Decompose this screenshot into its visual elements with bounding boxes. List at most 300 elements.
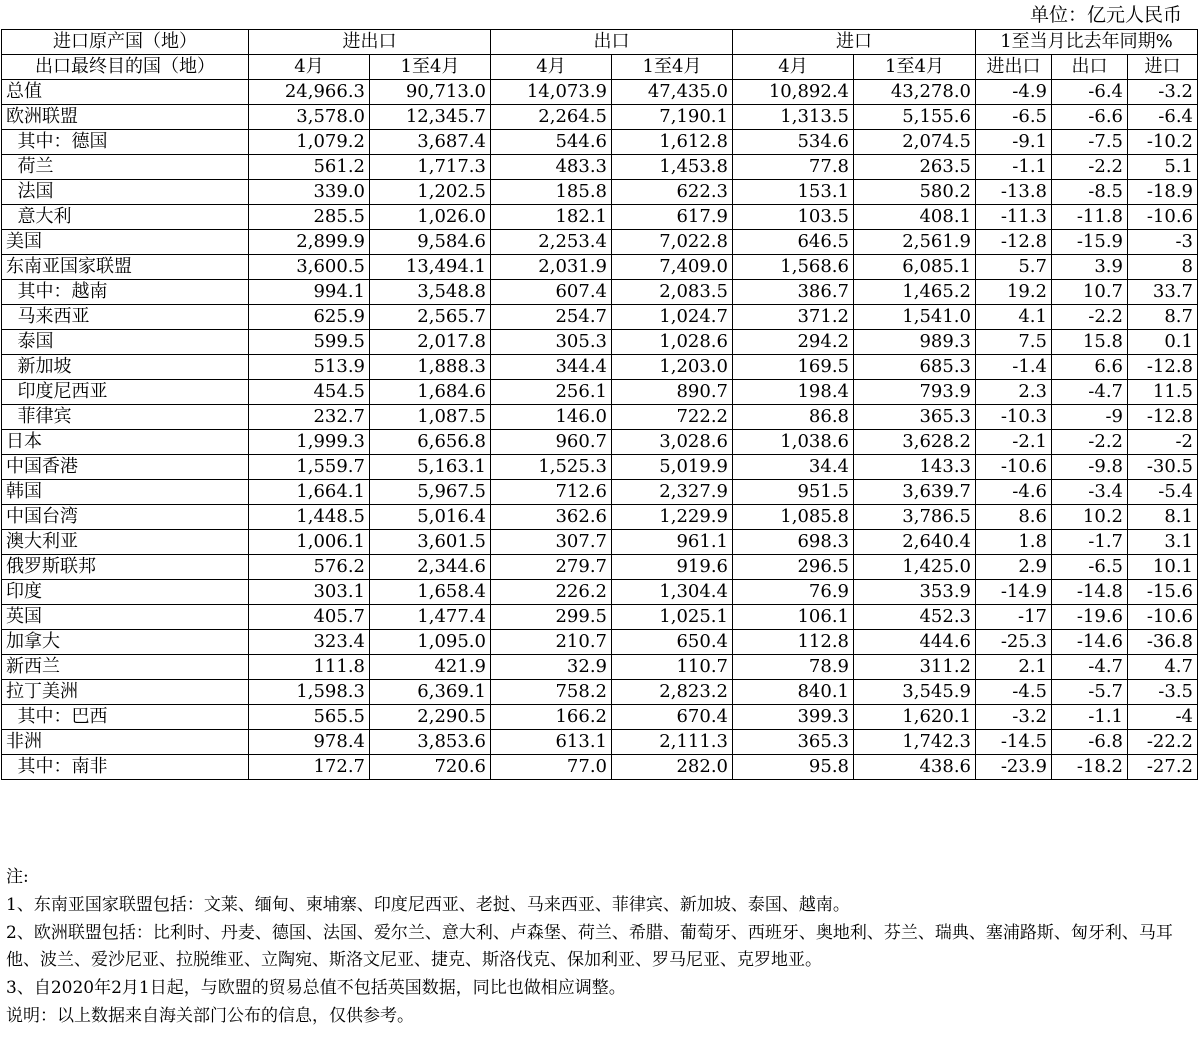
value-cell: 1,095.0	[370, 630, 491, 655]
table-row	[2, 130, 1198, 155]
country-name-cell: 其中：南非	[2, 755, 249, 780]
value-cell: 32.9	[491, 655, 612, 680]
value-cell: 7.5	[976, 330, 1052, 355]
value-cell: 840.1	[733, 680, 854, 705]
value-cell: -18.9	[1128, 180, 1198, 205]
value-cell: 311.2	[854, 655, 976, 680]
value-cell: 1,465.2	[854, 280, 976, 305]
value-cell: 8.7	[1128, 305, 1198, 330]
value-cell: 4.1	[976, 305, 1052, 330]
value-cell: 2,640.4	[854, 530, 976, 555]
value-cell: 1,448.5	[249, 505, 370, 530]
value-cell: -15.6	[1128, 580, 1198, 605]
value-cell: 1,313.5	[733, 105, 854, 130]
table-row	[2, 180, 1198, 205]
value-cell: 698.3	[733, 530, 854, 555]
value-cell: -1.1	[976, 155, 1052, 180]
value-cell: 1,598.3	[249, 680, 370, 705]
value-cell: 438.6	[854, 755, 976, 780]
value-cell: 90,713.0	[370, 80, 491, 105]
value-cell: 758.2	[491, 680, 612, 705]
table-row	[2, 755, 1198, 780]
value-cell: -19.6	[1052, 605, 1128, 630]
value-cell: 5,155.6	[854, 105, 976, 130]
value-cell: -6.8	[1052, 730, 1128, 755]
value-cell: 47,435.0	[612, 80, 733, 105]
value-cell: 951.5	[733, 480, 854, 505]
value-cell: 1,559.7	[249, 455, 370, 480]
value-cell: 43,278.0	[854, 80, 976, 105]
notes-title: 注:	[6, 867, 29, 887]
value-cell: 994.1	[249, 280, 370, 305]
value-cell: -9.8	[1052, 455, 1128, 480]
value-cell: 544.6	[491, 130, 612, 155]
value-cell: 10,892.4	[733, 80, 854, 105]
value-cell: -6.5	[1052, 555, 1128, 580]
value-cell: -27.2	[1128, 755, 1198, 780]
value-cell: 2,031.9	[491, 255, 612, 280]
value-cell: 989.3	[854, 330, 976, 355]
value-cell: 7,190.1	[612, 105, 733, 130]
country-name-cell: 其中：巴西	[2, 705, 249, 730]
value-cell: 254.7	[491, 305, 612, 330]
value-cell: 561.2	[249, 155, 370, 180]
value-cell: 1,684.6	[370, 380, 491, 405]
country-name-cell: 马来西亚	[2, 305, 249, 330]
value-cell: 1,742.3	[854, 730, 976, 755]
value-cell: -22.2	[1128, 730, 1198, 755]
value-cell: -10.6	[1128, 605, 1198, 630]
value-cell: -15.9	[1052, 230, 1128, 255]
header-subcolumn: 出口	[1052, 55, 1128, 80]
value-cell: 353.9	[854, 580, 976, 605]
value-cell: 1,525.3	[491, 455, 612, 480]
value-cell: 685.3	[854, 355, 976, 380]
value-cell: 86.8	[733, 405, 854, 430]
table-row	[2, 305, 1198, 330]
value-cell: 1,203.0	[612, 355, 733, 380]
table-row	[2, 355, 1198, 380]
value-cell: 1,568.6	[733, 255, 854, 280]
value-cell: 1.8	[976, 530, 1052, 555]
table-row	[2, 730, 1198, 755]
value-cell: 3,786.5	[854, 505, 976, 530]
value-cell: 513.9	[249, 355, 370, 380]
value-cell: 1,888.3	[370, 355, 491, 380]
value-cell: 919.6	[612, 555, 733, 580]
country-name-cell: 东南亚国家联盟	[2, 255, 249, 280]
value-cell: -13.8	[976, 180, 1052, 205]
value-cell: 362.6	[491, 505, 612, 530]
value-cell: -6.5	[976, 105, 1052, 130]
table-row	[2, 555, 1198, 580]
value-cell: -2.2	[1052, 305, 1128, 330]
table-row	[2, 380, 1198, 405]
notes-section	[6, 864, 1196, 1031]
value-cell: 712.6	[491, 480, 612, 505]
value-cell: 371.2	[733, 305, 854, 330]
value-cell: 3,545.9	[854, 680, 976, 705]
value-cell: 1,620.1	[854, 705, 976, 730]
value-cell: 365.3	[854, 405, 976, 430]
value-cell: 3,548.8	[370, 280, 491, 305]
table-row	[2, 330, 1198, 355]
value-cell: 11.5	[1128, 380, 1198, 405]
value-cell: 2,327.9	[612, 480, 733, 505]
value-cell: 19.2	[976, 280, 1052, 305]
header-subcolumn: 进出口	[976, 55, 1052, 80]
value-cell: 112.8	[733, 630, 854, 655]
value-cell: 5.1	[1128, 155, 1198, 180]
header-total-trade: 进出口	[249, 30, 491, 55]
value-cell: 3.1	[1128, 530, 1198, 555]
value-cell: 1,202.5	[370, 180, 491, 205]
value-cell: -2.2	[1052, 155, 1128, 180]
value-cell: -3.2	[1128, 80, 1198, 105]
value-cell: -6.6	[1052, 105, 1128, 130]
value-cell: 76.9	[733, 580, 854, 605]
country-name-cell: 非洲	[2, 730, 249, 755]
value-cell: -1.1	[1052, 705, 1128, 730]
value-cell: 9,584.6	[370, 230, 491, 255]
value-cell: 7,022.8	[612, 230, 733, 255]
header-subcolumn: 4月	[733, 55, 854, 80]
table-row	[2, 405, 1198, 430]
value-cell: 2,083.5	[612, 280, 733, 305]
value-cell: 305.3	[491, 330, 612, 355]
country-name-cell: 印度尼西亚	[2, 380, 249, 405]
value-cell: 166.2	[491, 705, 612, 730]
value-cell: 303.1	[249, 580, 370, 605]
value-cell: 646.5	[733, 230, 854, 255]
value-cell: -36.8	[1128, 630, 1198, 655]
value-cell: -11.3	[976, 205, 1052, 230]
value-cell: 6,656.8	[370, 430, 491, 455]
value-cell: 793.9	[854, 380, 976, 405]
country-name-cell: 俄罗斯联邦	[2, 555, 249, 580]
table-row	[2, 705, 1198, 730]
value-cell: 296.5	[733, 555, 854, 580]
value-cell: 78.9	[733, 655, 854, 680]
header-country-import-origin: 进口原产国（地）	[2, 30, 249, 55]
value-cell: 15.8	[1052, 330, 1128, 355]
value-cell: 960.7	[491, 430, 612, 455]
value-cell: 2,111.3	[612, 730, 733, 755]
value-cell: -10.6	[1128, 205, 1198, 230]
table-row	[2, 280, 1198, 305]
value-cell: 5,163.1	[370, 455, 491, 480]
value-cell: 2,561.9	[854, 230, 976, 255]
value-cell: 153.1	[733, 180, 854, 205]
value-cell: -17	[976, 605, 1052, 630]
value-cell: 185.8	[491, 180, 612, 205]
value-cell: 111.8	[249, 655, 370, 680]
value-cell: 146.0	[491, 405, 612, 430]
value-cell: 1,026.0	[370, 205, 491, 230]
value-cell: 622.3	[612, 180, 733, 205]
value-cell: 8.6	[976, 505, 1052, 530]
value-cell: -4.6	[976, 480, 1052, 505]
value-cell: 344.4	[491, 355, 612, 380]
value-cell: 8	[1128, 255, 1198, 280]
value-cell: -5.4	[1128, 480, 1198, 505]
value-cell: 1,541.0	[854, 305, 976, 330]
country-name-cell: 泰国	[2, 330, 249, 355]
value-cell: -4.5	[976, 680, 1052, 705]
value-cell: 599.5	[249, 330, 370, 355]
value-cell: 210.7	[491, 630, 612, 655]
header-subcolumn: 1至4月	[370, 55, 491, 80]
value-cell: 3,578.0	[249, 105, 370, 130]
value-cell: -11.8	[1052, 205, 1128, 230]
value-cell: 6,085.1	[854, 255, 976, 280]
value-cell: 256.1	[491, 380, 612, 405]
value-cell: 1,038.6	[733, 430, 854, 455]
value-cell: 1,425.0	[854, 555, 976, 580]
country-name-cell: 日本	[2, 430, 249, 455]
value-cell: -3.4	[1052, 480, 1128, 505]
value-cell: 2,565.7	[370, 305, 491, 330]
value-cell: 34.4	[733, 455, 854, 480]
value-cell: -14.8	[1052, 580, 1128, 605]
value-cell: 12,345.7	[370, 105, 491, 130]
header-subcolumn: 1至4月	[612, 55, 733, 80]
value-cell: -9.1	[976, 130, 1052, 155]
value-cell: 263.5	[854, 155, 976, 180]
table-row	[2, 680, 1198, 705]
table-row	[2, 105, 1198, 130]
value-cell: 2,344.6	[370, 555, 491, 580]
header-subcolumn: 4月	[491, 55, 612, 80]
value-cell: 1,079.2	[249, 130, 370, 155]
table-row	[2, 580, 1198, 605]
value-cell: -23.9	[976, 755, 1052, 780]
value-cell: 625.9	[249, 305, 370, 330]
value-cell: 172.7	[249, 755, 370, 780]
value-cell: -6.4	[1128, 105, 1198, 130]
value-cell: 452.3	[854, 605, 976, 630]
value-cell: -4.7	[1052, 380, 1128, 405]
value-cell: 77.0	[491, 755, 612, 780]
value-cell: 1,999.3	[249, 430, 370, 455]
value-cell: -4.7	[1052, 655, 1128, 680]
value-cell: 2,017.8	[370, 330, 491, 355]
unit-label: 单位：亿元人民币	[1029, 4, 1182, 26]
table-row	[2, 230, 1198, 255]
value-cell: 3,601.5	[370, 530, 491, 555]
value-cell: 106.1	[733, 605, 854, 630]
country-name-cell: 欧洲联盟	[2, 105, 249, 130]
value-cell: 421.9	[370, 655, 491, 680]
table-row	[2, 480, 1198, 505]
value-cell: 2,264.5	[491, 105, 612, 130]
value-cell: 6,369.1	[370, 680, 491, 705]
value-cell: 5.7	[976, 255, 1052, 280]
header-import: 进口	[733, 30, 976, 55]
country-name-cell: 荷兰	[2, 155, 249, 180]
value-cell: 1,304.4	[612, 580, 733, 605]
country-name-cell: 澳大利亚	[2, 530, 249, 555]
value-cell: 0.1	[1128, 330, 1198, 355]
header-export: 出口	[491, 30, 733, 55]
table-row	[2, 155, 1198, 180]
value-cell: 617.9	[612, 205, 733, 230]
value-cell: 282.0	[612, 755, 733, 780]
value-cell: 169.5	[733, 355, 854, 380]
value-cell: 386.7	[733, 280, 854, 305]
table-row	[2, 605, 1198, 630]
value-cell: 2.3	[976, 380, 1052, 405]
value-cell: 5,016.4	[370, 505, 491, 530]
note-eu: 2、欧洲联盟包括：比利时、丹麦、德国、法国、爱尔兰、意大利、卢森堡、荷兰、希腊、葡萄牙、西班牙、奥地利、芬兰、瑞典、塞浦路斯、匈牙利、马耳他、波兰、爱沙尼亚、拉脱维亚、立陶宛、斯洛文尼亚、捷克、斯洛伐克、保加利亚、罗马尼亚、克罗地亚。	[6, 922, 1173, 971]
value-cell: 2,823.2	[612, 680, 733, 705]
value-cell: 3,853.6	[370, 730, 491, 755]
table-row	[2, 80, 1198, 105]
value-cell: 24,966.3	[249, 80, 370, 105]
value-cell: 576.2	[249, 555, 370, 580]
country-name-cell: 菲律宾	[2, 405, 249, 430]
value-cell: 890.7	[612, 380, 733, 405]
value-cell: 33.7	[1128, 280, 1198, 305]
value-cell: 1,477.4	[370, 605, 491, 630]
value-cell: -14.5	[976, 730, 1052, 755]
country-name-cell: 总值	[2, 80, 249, 105]
value-cell: 299.5	[491, 605, 612, 630]
country-name-cell: 英国	[2, 605, 249, 630]
value-cell: -10.2	[1128, 130, 1198, 155]
value-cell: -10.6	[976, 455, 1052, 480]
value-cell: 95.8	[733, 755, 854, 780]
header-yoy-change: 1至当月比去年同期%	[976, 30, 1198, 55]
value-cell: -3	[1128, 230, 1198, 255]
value-cell: 110.7	[612, 655, 733, 680]
value-cell: 1,229.9	[612, 505, 733, 530]
header-subcolumn: 1至4月	[854, 55, 976, 80]
value-cell: 613.1	[491, 730, 612, 755]
value-cell: 3,639.7	[854, 480, 976, 505]
value-cell: -30.5	[1128, 455, 1198, 480]
country-name-cell: 意大利	[2, 205, 249, 230]
value-cell: 10.2	[1052, 505, 1128, 530]
header-country-export-destination: 出口最终目的国（地）	[2, 55, 249, 80]
value-cell: 143.3	[854, 455, 976, 480]
table-row	[2, 455, 1198, 480]
value-cell: 77.8	[733, 155, 854, 180]
value-cell: 405.7	[249, 605, 370, 630]
value-cell: 285.5	[249, 205, 370, 230]
value-cell: -4.9	[976, 80, 1052, 105]
value-cell: 1,087.5	[370, 405, 491, 430]
value-cell: 670.4	[612, 705, 733, 730]
country-name-cell: 韩国	[2, 480, 249, 505]
value-cell: 103.5	[733, 205, 854, 230]
value-cell: -12.8	[976, 230, 1052, 255]
country-name-cell: 新加坡	[2, 355, 249, 380]
table-row	[2, 255, 1198, 280]
value-cell: 8.1	[1128, 505, 1198, 530]
note-uk-adjustment: 3、自2020年2月1日起，与欧盟的贸易总值不包括英国数据，同比也做相应调整。	[6, 978, 626, 999]
trade-table-body	[2, 30, 1198, 780]
value-cell: -6.4	[1052, 80, 1128, 105]
value-cell: -9	[1052, 405, 1128, 430]
value-cell: 14,073.9	[491, 80, 612, 105]
value-cell: -3.5	[1128, 680, 1198, 705]
value-cell: 2.1	[976, 655, 1052, 680]
value-cell: 580.2	[854, 180, 976, 205]
value-cell: 565.5	[249, 705, 370, 730]
value-cell: -8.5	[1052, 180, 1128, 205]
value-cell: -14.6	[1052, 630, 1128, 655]
value-cell: 399.3	[733, 705, 854, 730]
header-row-2	[2, 55, 1198, 80]
value-cell: -18.2	[1052, 755, 1128, 780]
value-cell: 2,074.5	[854, 130, 976, 155]
table-row	[2, 530, 1198, 555]
value-cell: 10.1	[1128, 555, 1198, 580]
country-name-cell: 中国台湾	[2, 505, 249, 530]
value-cell: 1,006.1	[249, 530, 370, 555]
value-cell: 961.1	[612, 530, 733, 555]
value-cell: 2,899.9	[249, 230, 370, 255]
value-cell: 13,494.1	[370, 255, 491, 280]
value-cell: 1,028.6	[612, 330, 733, 355]
value-cell: 1,658.4	[370, 580, 491, 605]
country-name-cell: 中国香港	[2, 455, 249, 480]
value-cell: 323.4	[249, 630, 370, 655]
value-cell: 226.2	[491, 580, 612, 605]
value-cell: 2.9	[976, 555, 1052, 580]
value-cell: 7,409.0	[612, 255, 733, 280]
value-cell: -12.8	[1128, 355, 1198, 380]
country-name-cell: 加拿大	[2, 630, 249, 655]
value-cell: 339.0	[249, 180, 370, 205]
country-name-cell: 法国	[2, 180, 249, 205]
table-row	[2, 205, 1198, 230]
table-row	[2, 655, 1198, 680]
value-cell: 10.7	[1052, 280, 1128, 305]
table-row	[2, 505, 1198, 530]
value-cell: 1,612.8	[612, 130, 733, 155]
value-cell: -3.2	[976, 705, 1052, 730]
data-source-statement: 说明：以上数据来自海关部门公布的信息，仅供参考。	[6, 1005, 414, 1026]
value-cell: 408.1	[854, 205, 976, 230]
value-cell: 483.3	[491, 155, 612, 180]
value-cell: 3,687.4	[370, 130, 491, 155]
value-cell: 1,085.8	[733, 505, 854, 530]
value-cell: 722.2	[612, 405, 733, 430]
value-cell: -4	[1128, 705, 1198, 730]
value-cell: 720.6	[370, 755, 491, 780]
value-cell: 294.2	[733, 330, 854, 355]
header-row-1	[2, 30, 1198, 55]
value-cell: 1,717.3	[370, 155, 491, 180]
value-cell: 1,025.1	[612, 605, 733, 630]
value-cell: -5.7	[1052, 680, 1128, 705]
table-row	[2, 630, 1198, 655]
country-name-cell: 美国	[2, 230, 249, 255]
value-cell: 5,967.5	[370, 480, 491, 505]
value-cell: -2.1	[976, 430, 1052, 455]
value-cell: 2,253.4	[491, 230, 612, 255]
value-cell: 182.1	[491, 205, 612, 230]
value-cell: 307.7	[491, 530, 612, 555]
country-name-cell: 新西兰	[2, 655, 249, 680]
value-cell: -25.3	[976, 630, 1052, 655]
value-cell: 3,628.2	[854, 430, 976, 455]
value-cell: 6.6	[1052, 355, 1128, 380]
country-name-cell: 印度	[2, 580, 249, 605]
value-cell: -14.9	[976, 580, 1052, 605]
